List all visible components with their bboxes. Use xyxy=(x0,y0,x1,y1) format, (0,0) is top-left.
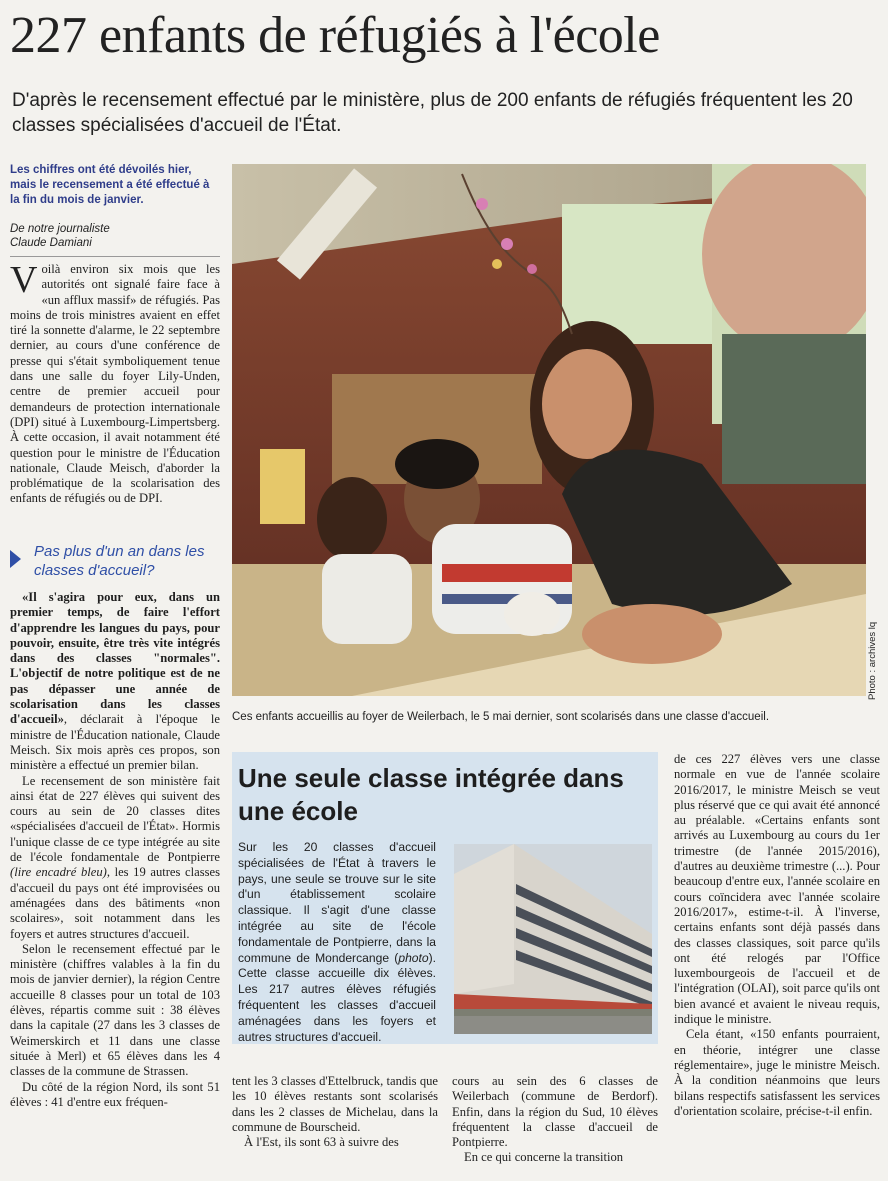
classroom-photo-illustration xyxy=(232,164,866,696)
census-paragraph: Le recensement de son ministère fait ainsi état de 227 élèves qui suivent des cours au sein de 20 classes dites «spécialisées d'accueil de l'État». Hormis l'unique classe de ce type intégrée au site de l'école fondamentale de Pontpierre (lire encadré bleu), les 19 autres classes d'accueil du pays ont été improvisées ou aménagées dans des bâtiments «non scolaires», soit notamment dans les foyers et autres structures d'accueil. xyxy=(10,773,220,941)
column-4-continuation xyxy=(452,1074,658,1166)
byline-rule xyxy=(10,256,220,257)
main-photo xyxy=(232,164,866,696)
closing-paragraph: Cela étant, «150 enfants pourraient, en théorie, intégrer une classe réglementaire», juge le ministre Meisch. À la condition néanmoins que leurs bilans respectifs satisfassent les services d'orientation scolaire, précise-t-il enfin. xyxy=(674,1027,880,1118)
headline: 227 enfants de réfugiés à l'école xyxy=(10,7,660,64)
photo-reference: photo xyxy=(398,950,429,965)
box-title: Une seule classe intégrée dans une école xyxy=(238,763,624,826)
quote-paragraph: «Il s'agira pour eux, dans un premier temps, de faire l'effort d'apprendre les langues du pays, pour pouvoir, ensuite, être très vite intégrés dans des classes "normales". L'objectif de notre politique est de ne pas dépasser une année de scolarisation dans les classes d'accueil», déclarait à l'époque le ministre de l'Éducation nationale, Claude Meisch. Six mois après ces propos, son ministère a effectué un premier bilan. xyxy=(10,590,220,773)
photo-caption: Ces enfants accueillis au foyer de Weilerbach, le 5 mai dernier, sont scolarisés dans une classe d'accueil. xyxy=(232,711,770,723)
school-building-illustration xyxy=(454,844,652,1034)
chevron-right-icon xyxy=(10,550,21,568)
school-photo xyxy=(454,844,652,1034)
regions-paragraph: Selon le recensement effectué par le ministère (chiffres valables à la fin du mois de janvier dernier), la région Centre accueille 8 classes pour un total de 103 élèves, répartis comme suit : 38 élèves dans la capitale (27 dans les 3 classes de Weimerskirch et 11 dans une classe située à Merl) et 65 élèves dans les 4 classes de la commune de Strassen. xyxy=(10,941,220,1079)
box-reference: (lire encadré bleu) xyxy=(10,865,107,880)
minister-reserved-paragraph: de ces 227 élèves vers une classe normale en vue de l'année scolaire 2016/2017, le ministre Meisch se veut plus réservé que ce qui avait été annoncé au préalable. «Certains enfants sont arrivés au Luxembourg au cours du 1er trimestre (de l'année 2015/2016), d'autres au deuxième trimestre (...). Pour beaucoup d'entre eux, l'année scolaire en cours coïncidera avec l'année scolaire 2016/2017», estime-t-il. À l'inverse, certains enfants sont déjà passés dans des classes classiques, soit parce qu'ils ont été relogés par l'Office luxembourgeois de l'accueil et de l'intégration (OLAI), soit parce qu'ils ont bien avancé et avaient le niveau requis, indique le ministre. xyxy=(674,752,880,1027)
box-text: Sur les 20 classes d'accueil spécialisées de l'État à travers le pays, une seule se trouve sur le site d'un établissement scolaire classique. Il s'agit d'une classe intégrée au site de l'école fondamentale de Pontpierre, dans la commune de Mondercange (photo). Cette classe accueille dix élèves. Les 217 autres élèves réfugiés fréquentent les classes d'accueil aménagées dans les foyers et autres structures d'accueil. xyxy=(238,840,436,1044)
ettelbruck-paragraph: tent les 3 classes d'Ettelbruck, tandis que les 10 élèves restants sont scolarisés dans les 2 classes de Michelau, dans la commune de Bourscheid. xyxy=(232,1074,438,1134)
column-3-continuation xyxy=(232,1074,438,1150)
north-paragraph: Du côté de la région Nord, ils sont 51 élèves : 41 d'entre eux fréquen- xyxy=(10,1079,220,1109)
weilerbach-paragraph: cours au sein des 6 classes de Weilerbach (commune de Berdorf). Enfin, dans la région du Sud, 10 élèves fréquentent la classe d'accueil de Pontpierre. xyxy=(452,1074,658,1150)
east-paragraph: À l'Est, ils sont 63 à suivre des xyxy=(244,1135,399,1150)
subheadline: D'après le recensement effectué par le ministère, plus de 200 enfants de réfugiés fréquentent les 20 classes spécialisées d'accueil de l'État. xyxy=(12,90,853,136)
column-5 xyxy=(674,752,880,1119)
byline-author: Claude Damiani xyxy=(10,237,92,249)
intro-paragraph: Voilà environ six mois que les autorités ont signalé faire face à «un afflux massif» de réfugiés. Pas moins de trois ministres avaient en effet tiré la sonnette d'alarme, le 22 septembre dernier, au cours d'une conférence de presse qui s'était symboliquement tenue dans une salle du foyer Lily-Unden, centre de premier accueil pour demandeurs de protection internationale (DPI) situé à Luxembourg-Limpertsberg. À cette occasion, il avait notamment été question pour le ministre de l'Éducation nationale, Claude Meisch, d'aborder la problématique de la scolarisation des enfants de réfugiés ou de DPI. xyxy=(10,259,220,506)
byline-line1: De notre journaliste xyxy=(10,223,110,235)
column-1-body xyxy=(10,590,220,1110)
lede: Les chiffres ont été dévoilés hier, mais le recensement a été effectué à la fin du mois de janvier. xyxy=(10,164,210,206)
column-1-intro xyxy=(10,259,220,507)
minister-quote: «Il s'agira pour eux, dans un premier temps, de faire l'effort d'apprendre les langues du pays, pour pouvoir, ensuite, être très vite intégrés dans des classes "normales". L'objectif de notre politique est de ne pas dépasser une année de scolarisation dans les classes d'accueil» xyxy=(10,590,220,727)
intertitle: Pas plus d'un an dans les classes d'accueil? xyxy=(10,542,220,580)
transition-paragraph: En ce qui concerne la transition xyxy=(464,1150,624,1165)
byline xyxy=(10,222,220,250)
dropcap: V xyxy=(10,259,38,301)
photo-credit: Photo : archives lq xyxy=(867,621,878,700)
